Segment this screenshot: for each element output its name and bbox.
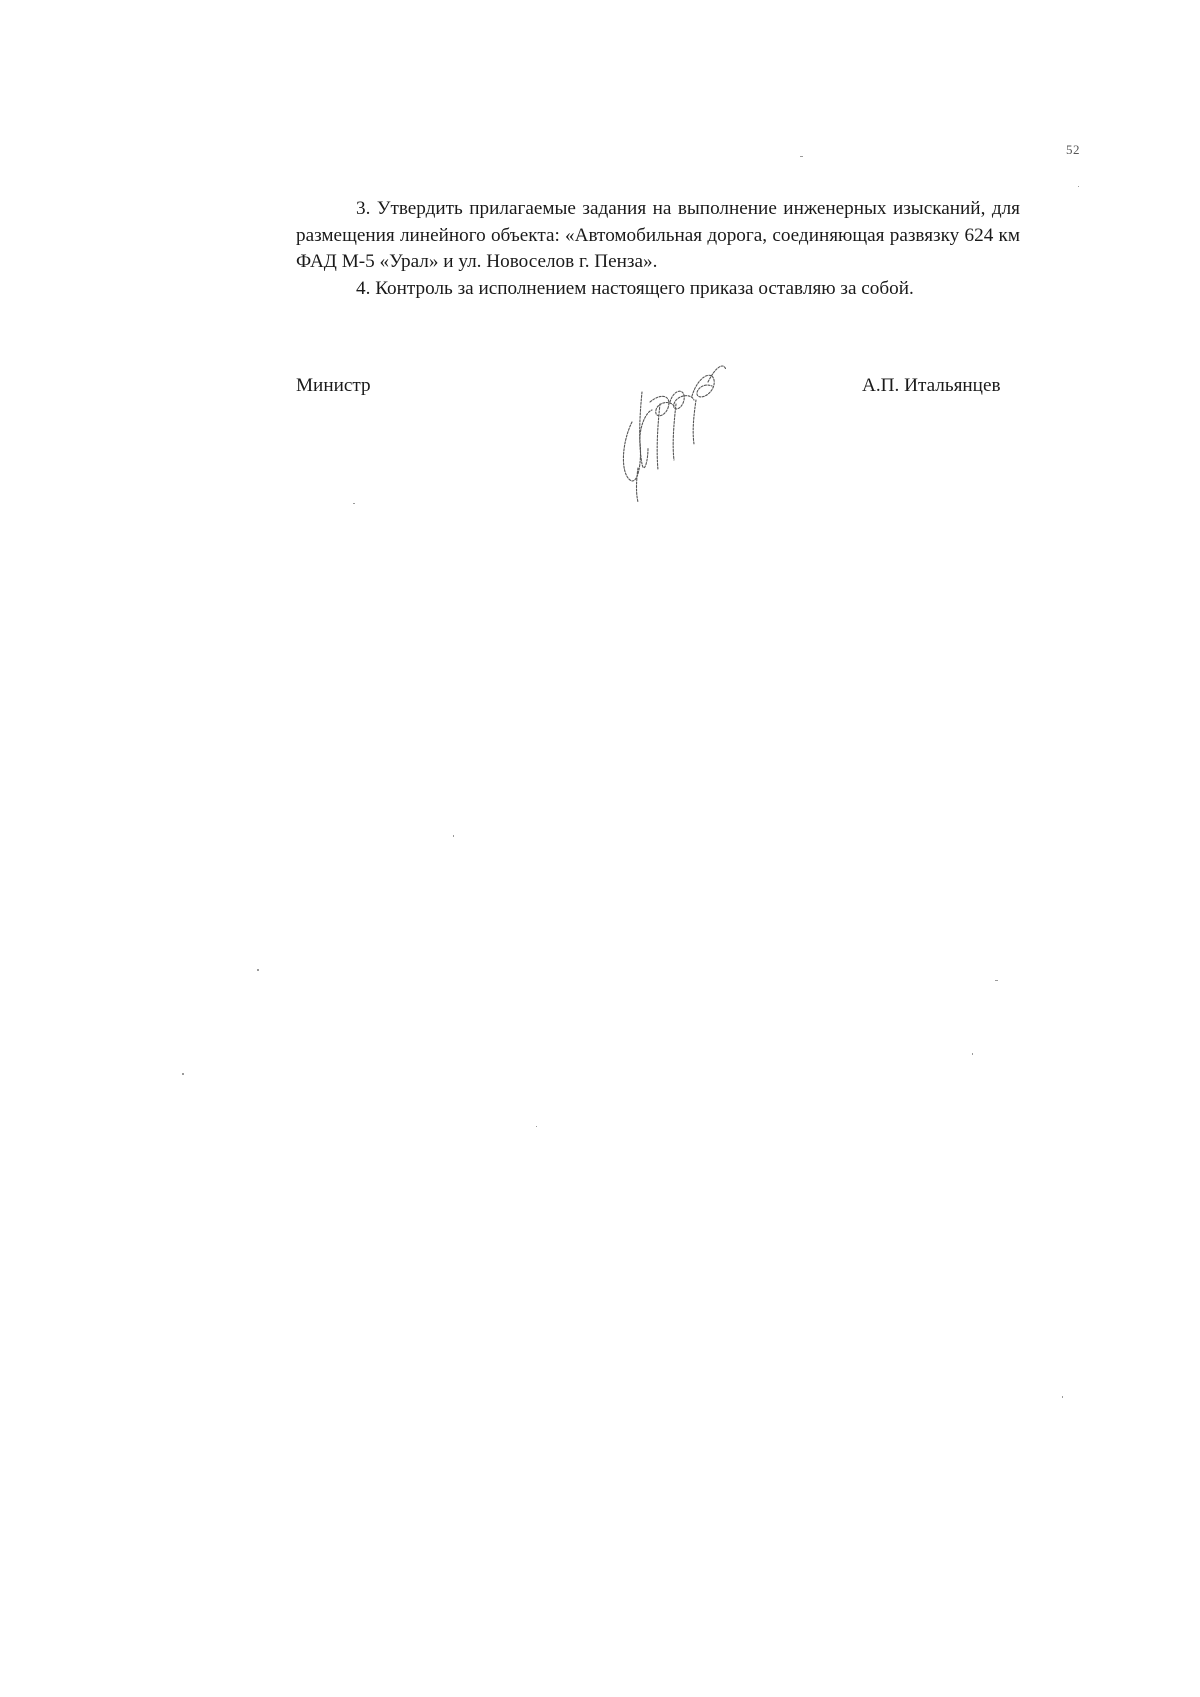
scan-speck (995, 980, 998, 981)
paragraph-item-3: 3. Утвердить прилагаемые задания на выполнение инженерных изысканий, для размещения линейного объекта: «Автомобильная дорога, соединяющая развязку 624 км ФАД М-5 «Урал» и ул. Новоселов г. Пенза». (296, 198, 1020, 272)
scan-speck (453, 835, 454, 837)
page-number: 52 (1066, 142, 1080, 157)
scan-speck (1062, 1396, 1063, 1398)
scan-speck (182, 1073, 184, 1075)
paragraph-item-4: 4. Контроль за исполнением настоящего приказа оставляю за собой. (356, 277, 914, 299)
signatory-title: Министр (296, 375, 371, 396)
scan-speck (536, 1126, 537, 1127)
document-body (296, 196, 1020, 302)
scan-speck (353, 503, 355, 504)
scan-speck (972, 1053, 973, 1055)
scan-speck (800, 156, 803, 157)
signatory-name: А.П. Итальянцев (862, 375, 1001, 396)
scan-speck (1078, 186, 1079, 187)
handwritten-signature-icon (612, 352, 732, 504)
scan-speck (257, 969, 259, 971)
